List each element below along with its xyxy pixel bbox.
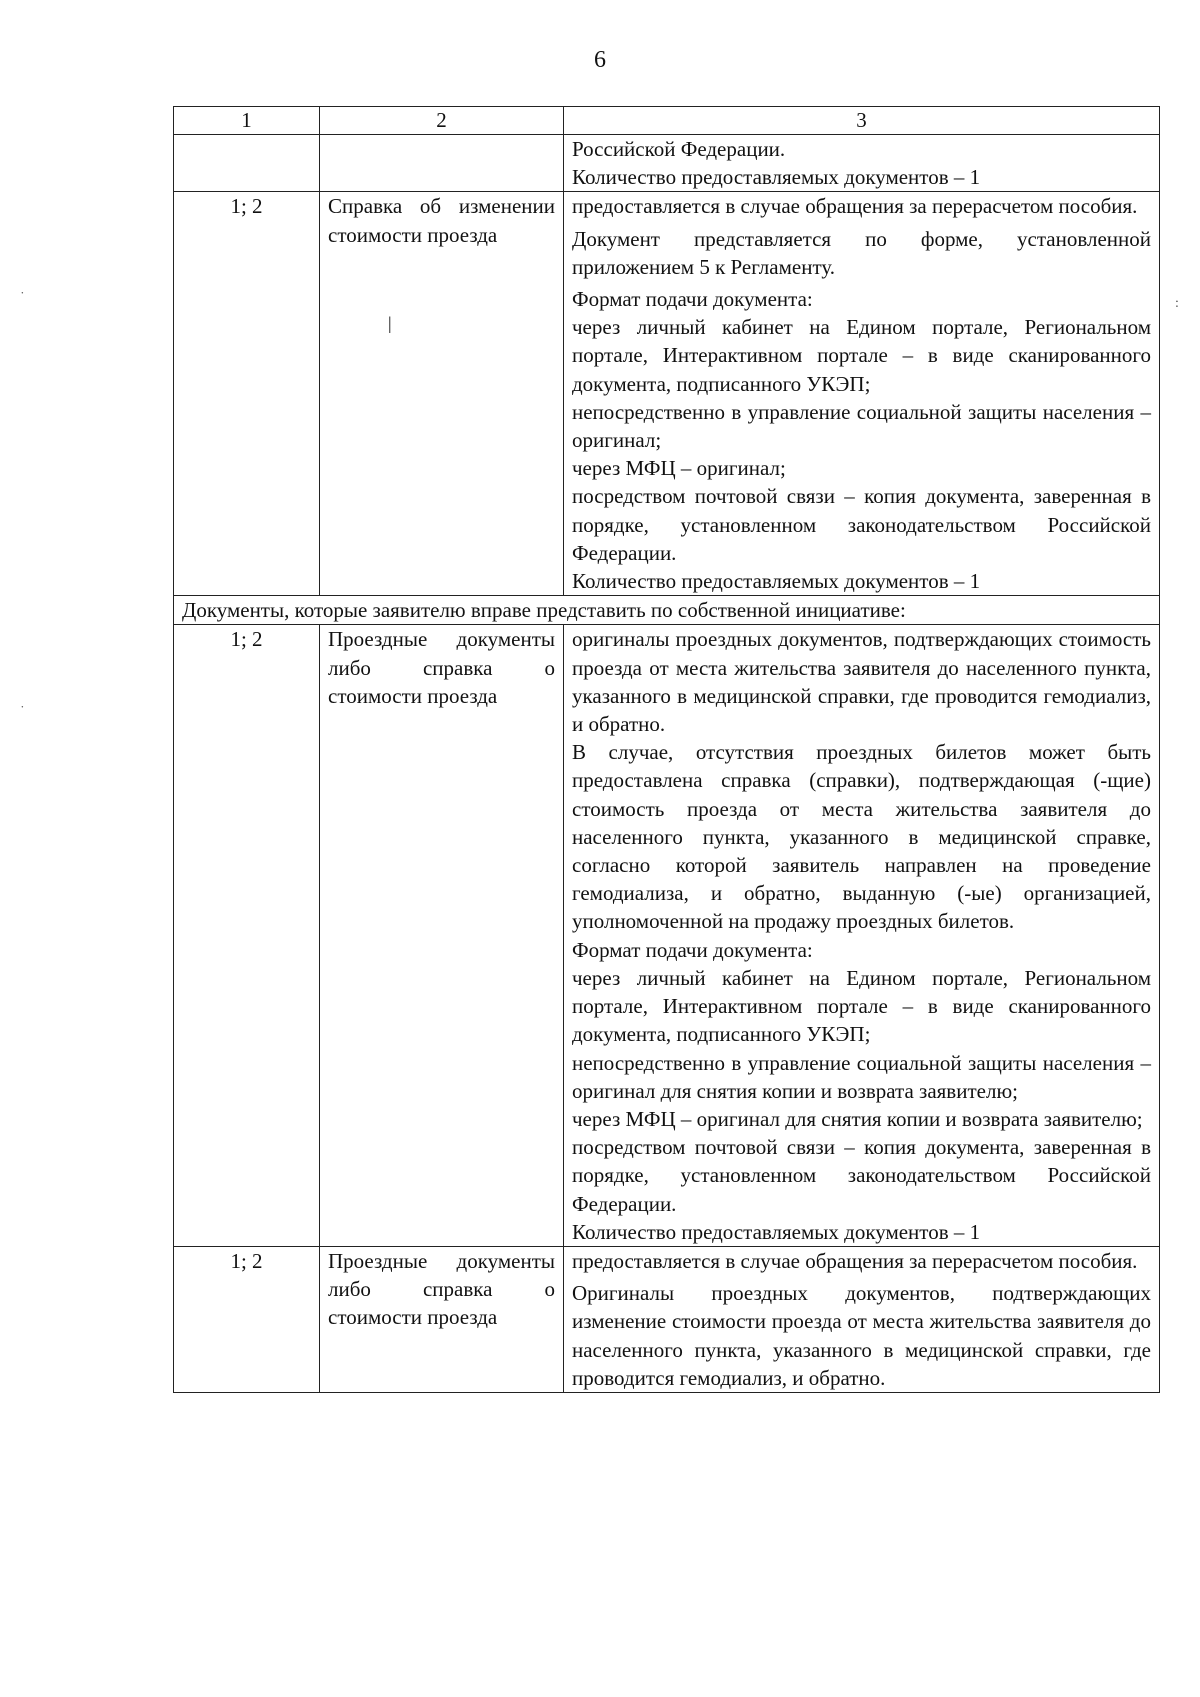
row-category: 1; 2 — [174, 625, 320, 1246]
table-row — [174, 1246, 1160, 1392]
description-line: посредством почтовой связи – копия документа, заверенная в порядке, установленном законодательством Российской Федерации. — [572, 1135, 1151, 1216]
table-row — [174, 192, 1160, 596]
row-description — [564, 625, 1160, 1246]
description-line: непосредственно в управление социальной защиты населения – оригинал; — [572, 399, 1151, 453]
row-category: 1; 2 — [174, 192, 320, 596]
description-line: непосредственно в управление социальной защиты населения – оригинал для снятия копии и возврата заявителю; — [572, 1050, 1151, 1103]
description-line: через МФЦ – оригинал; — [572, 456, 786, 481]
description-line: через МФЦ – оригинал для снятия копии и возврата заявителю; — [572, 1106, 1143, 1131]
description-line: предоставляется в случае обращения за перерасчетом пособия. — [572, 1248, 1138, 1273]
cell-empty — [320, 135, 564, 192]
description-line: предоставляется в случае обращения за перерасчетом пособия. — [572, 194, 1138, 219]
document-name-text: Справка об изменении стоимости проезда — [328, 194, 555, 247]
header-col-3: 3 — [564, 107, 1160, 135]
header-col-2: 2 — [320, 107, 564, 135]
description-line: посредством почтовой связи – копия документа, заверенная в порядке, установленном законодательством Российской Федерации. — [572, 484, 1151, 565]
cell-empty — [174, 135, 320, 192]
description-line: Документ представляется по форме, установленной приложением 5 к Регламенту. — [572, 226, 1151, 279]
table-header-row — [174, 107, 1160, 135]
documents-table — [173, 106, 1160, 1393]
section-heading: Документы, которые заявителю вправе представить по собственной инициативе: — [174, 596, 1160, 625]
description-line: Российской Федерации. — [572, 137, 786, 161]
row-description — [564, 135, 1160, 192]
description-line: через личный кабинет на Едином портале, Региональном портале, Интерактивном портале – в виде сканированного документа, подписанного УКЭП; — [572, 315, 1151, 396]
scan-mark: ˙ — [20, 704, 25, 719]
row-document-name — [320, 192, 564, 596]
page-number: 6 — [594, 47, 606, 73]
section-heading-row — [174, 596, 1160, 625]
scan-mark: | — [388, 312, 392, 333]
description-line: Формат подачи документа: — [572, 937, 813, 962]
scan-mark: ˙ — [20, 290, 25, 305]
description-line: через личный кабинет на Едином портале, Региональном портале, Интерактивном портале – в виде сканированного документа, подписанного УКЭП; — [572, 965, 1151, 1047]
row-category: 1; 2 — [174, 1246, 320, 1392]
row-document-name: Проездные документы либо справка о стоимости проезда — [320, 625, 564, 1246]
description-line: Оригиналы проездных документов, подтверждающих изменение стоимости проезда от места жительства заявителя до населенного пункта, указанного в медицинской справки, где проводится гемодиализ, и обратно. — [572, 1281, 1151, 1390]
table-row — [174, 625, 1160, 1246]
description-line: Количество предоставляемых документов – 1 — [572, 1219, 981, 1244]
table-row — [174, 135, 1160, 192]
header-col-1: 1 — [174, 107, 320, 135]
description-line: Количество предоставляемых документов – 1 — [572, 569, 981, 594]
row-description — [564, 192, 1160, 596]
description-line: оригиналы проездных документов, подтверждающих стоимость проезда от места жительства заявителя до населенного пункта, указанного в медицинской справки, где проводится гемодиализ, и обратно. — [572, 627, 1151, 737]
row-description — [564, 1246, 1160, 1392]
scan-mark: : — [1175, 296, 1179, 311]
row-document-name: Проездные документы либо справка о стоимости проезда — [320, 1246, 564, 1392]
description-line: Формат подачи документа: — [572, 287, 813, 312]
description-line: В случае, отсутствия проездных билетов может быть предоставлена справка (справки), подтверждающая (-щие) стоимость проезда от места жительства заявителя до населенного пункта, указанного в медицинской справке, согласно которой заявитель направлен на проведение гемодиализа, и обратно, выданную (-ые) организацией, уполномоченной на продажу проездных билетов. — [572, 740, 1151, 934]
description-line: Количество предоставляемых документов – 1 — [572, 165, 981, 190]
